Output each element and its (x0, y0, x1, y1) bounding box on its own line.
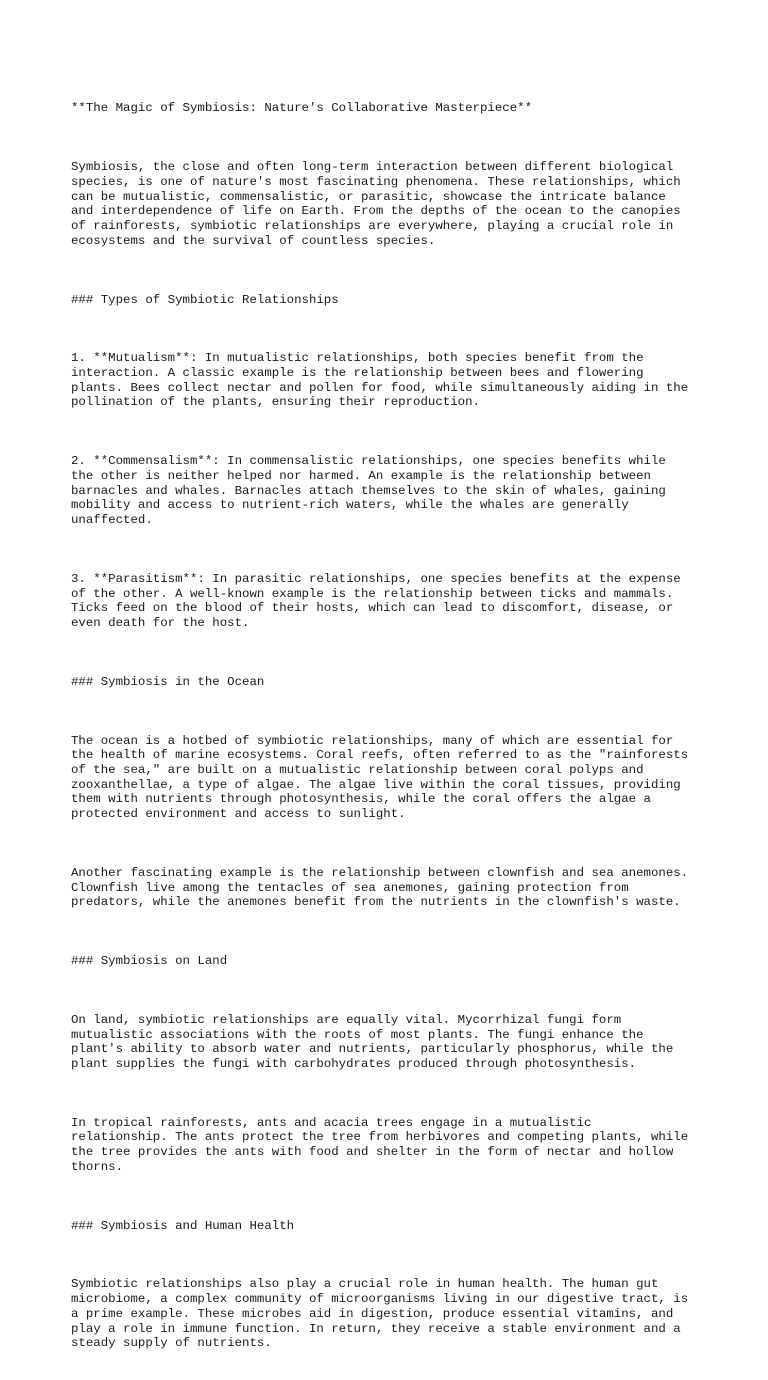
intro-paragraph: Symbiosis, the close and often long-term interaction between different biological species, is one of nature's most fascinating phenomena. These relationships, which can be mutualistic, commensalistic, or parasitic, showcase the intricate balance and interdependence of life on Earth. From the depths of the ocean to the canopies of rainforests, symbiotic relationships are everywhere, playing a crucial role in ecosystems and the survival of countless species. (71, 160, 681, 248)
ocean-paragraph-1: The ocean is a hotbed of symbiotic relationships, many of which are essential for the health of marine ecosystems. Coral reefs, often referred to as the "rainforests of the sea," are built on a mutualistic relationship between coral polyps and zooxanthellae, a type of algae. The algae live within the coral tissues, providing them with nutrients through photosynthesis, while the coral offers the algae a protected environment and access to sunlight. (71, 733, 689, 822)
section-heading-ocean: ### Symbiosis in the Ocean (71, 674, 265, 689)
document-title: **The Magic of Symbiosis: Nature's Collaborative Masterpiece** (71, 101, 533, 116)
ocean-paragraph-2: Another fascinating example is the relationship between clownfish and sea anemones. Clownfish live among the tentacles of sea anemones, gaining protection from predators, while the anemones benefit from the nutrients in the clownfish's waste. (71, 865, 689, 910)
list-item-commensalism: 2. **Commensalism**: In commensalistic relationships, one species benefits while the other is neither helped nor harmed. An example is the relationship between barnacles and whales. Barnacles attach themselves to the skin of whales, gaining mobility and access to nutrient-rich waters, while the whales are generally unaffected. (71, 454, 666, 528)
land-paragraph-1: On land, symbiotic relationships are equally vital. Mycorrhizal fungi form mutualistic associations with the roots of most plants. The fungi enhance the plant's ability to absorb water and nutrients, particularly phosphorus, while the plant supplies the fungi with carbohydrates produced through photosynthesis. (71, 1012, 674, 1071)
section-heading-health: ### Symbiosis and Human Health (71, 1218, 295, 1233)
section-heading-types: ### Types of Symbiotic Relationships (71, 292, 339, 307)
list-item-mutualism: 1. **Mutualism**: In mutualistic relationships, both species benefit from the interaction. A classic example is the relationship between bees and flowering plants. Bees collect nectar and pollen for food, while simultaneously aiding in the pollination of the plants, ensuring their reproduction. (71, 351, 689, 410)
document-page (71, 72, 711, 1380)
list-item-parasitism: 3. **Parasitism**: In parasitic relationships, one species benefits at the expense of the other. A well-known example is the relationship between ticks and mammals. Ticks feed on the blood of their hosts, which can lead to discomfort, disease, or even death for the host. (71, 571, 681, 630)
health-paragraph-1: Symbiotic relationships also play a crucial role in human health. The human gut microbiome, a complex community of microorganisms living in our digestive tract, is a prime example. These microbes aid in digestion, produce essential vitamins, and play a role in immune function. In return, they receive a stable environment and a steady supply of nutrients. (71, 1277, 689, 1351)
section-heading-land: ### Symbiosis on Land (71, 954, 228, 969)
land-paragraph-2: In tropical rainforests, ants and acacia trees engage in a mutualistic relationship. The ants protect the tree from herbivores and competing plants, while the tree provides the ants with food and shelter in the form of nectar and hollow thorns. (71, 1115, 689, 1174)
